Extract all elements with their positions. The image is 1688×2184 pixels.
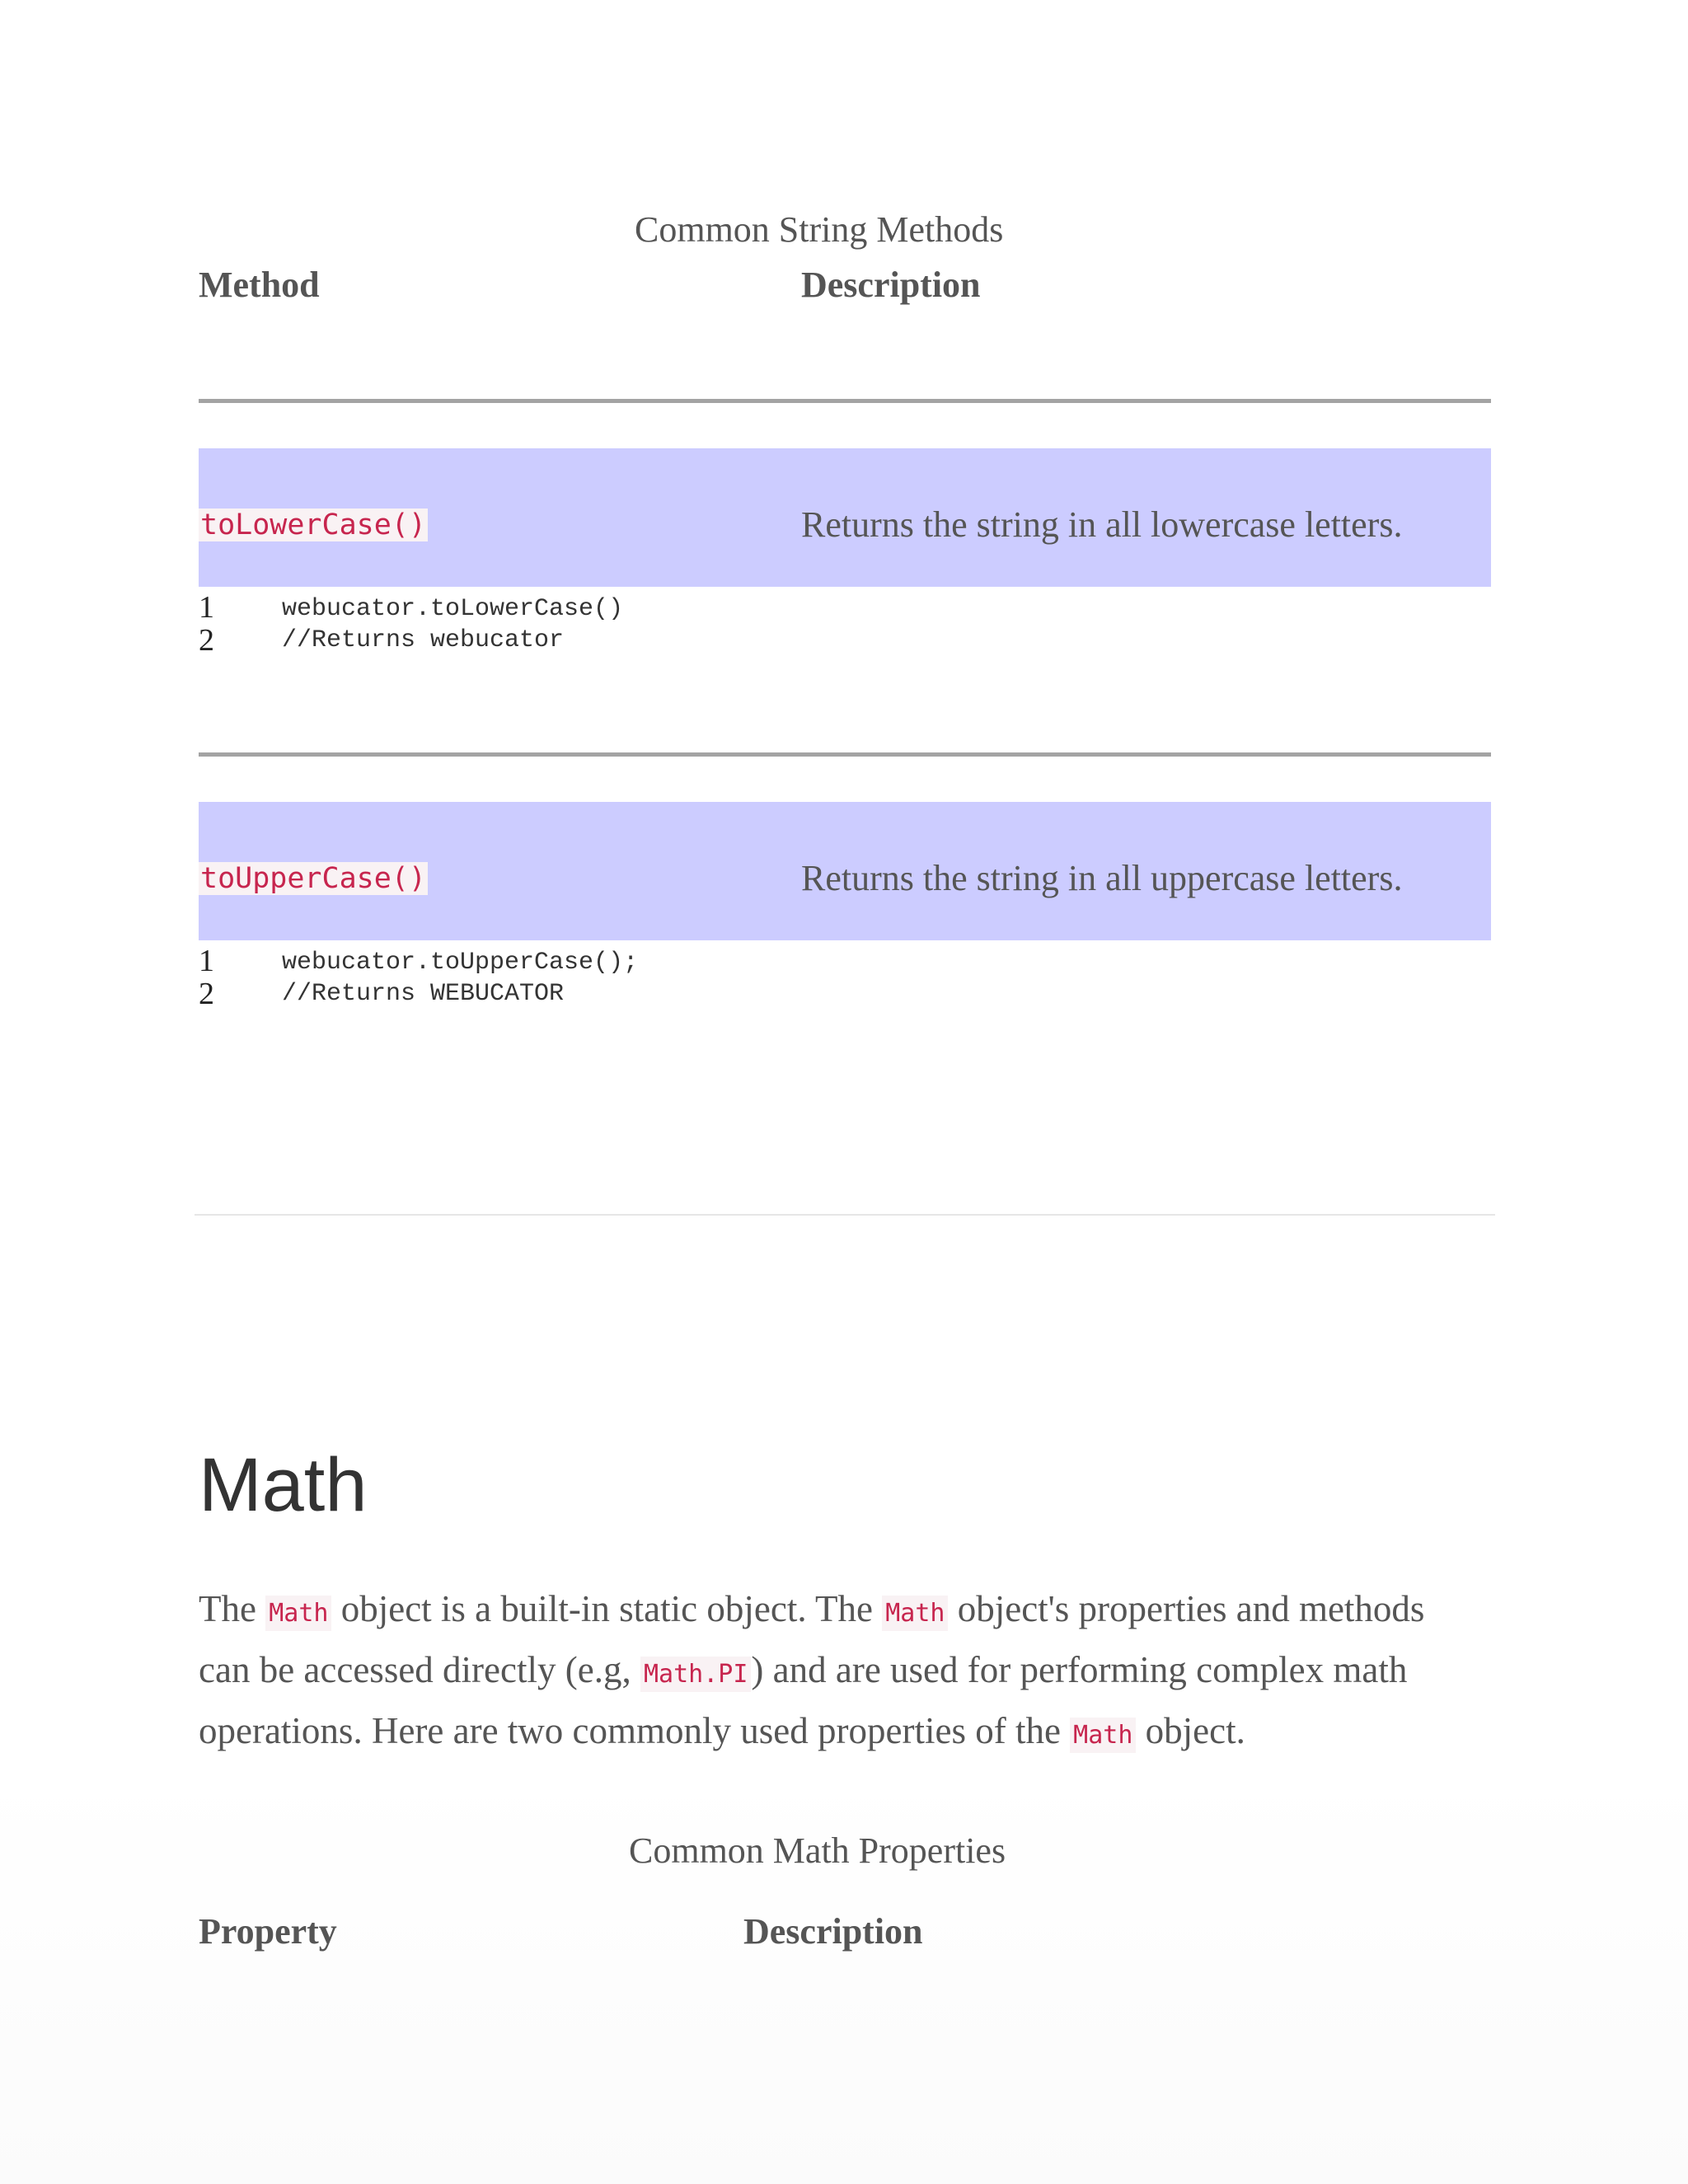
method-name: toUpperCase() xyxy=(200,862,426,895)
line-number: 2 xyxy=(199,977,214,1011)
line-number: 1 xyxy=(199,944,214,978)
section-divider xyxy=(195,1214,1495,1216)
math-heading: Math xyxy=(199,1443,368,1527)
row-divider xyxy=(199,752,1491,757)
description-column-header: Description xyxy=(743,1911,923,1952)
method-description: Returns the string in all lowercase letters. xyxy=(801,504,1403,545)
inline-code-math: Math xyxy=(882,1596,948,1631)
code-line: //Returns WEBUCATOR xyxy=(282,980,565,1008)
paragraph-text: ) and are used for performing complex math operations. Here are two commonly used properties of the xyxy=(199,1649,1408,1751)
inline-code-math: Math xyxy=(265,1596,331,1631)
paragraph-text: The xyxy=(199,1588,266,1629)
string-table-caption: Common String Methods xyxy=(635,209,1004,250)
method-column-header: Method xyxy=(199,265,320,305)
line-number: 2 xyxy=(199,623,214,658)
paragraph-text: object's properties and methods can be accessed directly (e.g, xyxy=(199,1588,1425,1690)
math-table-caption: Common Math Properties xyxy=(629,1830,1006,1871)
code-line: webucator.toLowerCase() xyxy=(282,595,624,623)
property-column-header: Property xyxy=(199,1911,337,1952)
paragraph-text: object. xyxy=(1136,1710,1245,1751)
description-column-header: Description xyxy=(801,265,981,305)
inline-code-math: Math xyxy=(1070,1718,1136,1753)
code-line: webucator.toUpperCase(); xyxy=(282,949,639,977)
row-divider xyxy=(199,399,1491,403)
math-intro-paragraph xyxy=(199,1581,1484,1764)
method-name: toLowerCase() xyxy=(200,509,426,541)
method-description: Returns the string in all uppercase letters. xyxy=(801,858,1403,898)
paragraph-text: object is a built-in static object. The xyxy=(331,1588,883,1629)
line-number: 1 xyxy=(199,590,214,625)
inline-code-math-pi: Math.PI xyxy=(640,1657,751,1692)
code-line: //Returns webucator xyxy=(282,626,565,654)
